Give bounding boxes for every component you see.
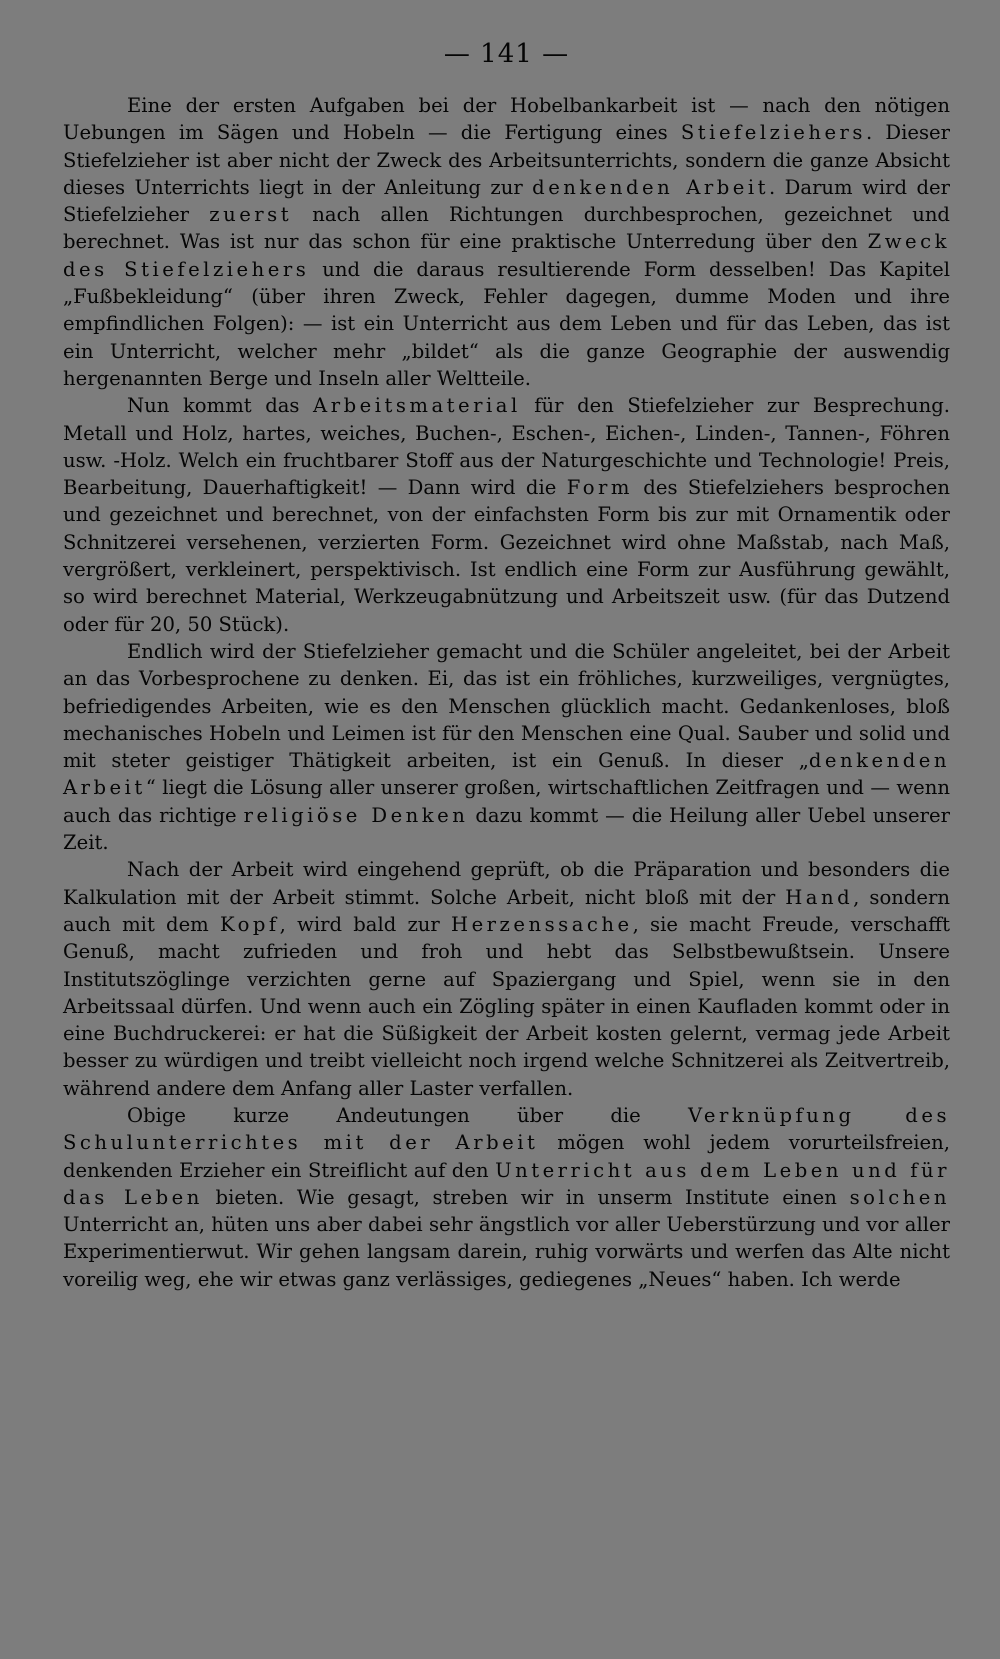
body-text <box>63 92 950 1293</box>
emphasized-text: Herzenssache <box>451 912 633 936</box>
text-run: Nun kommt das <box>127 394 314 418</box>
paragraph <box>63 392 950 638</box>
text-run: Eine der ersten Aufgaben bei der Hobelbankarbeit ist — nach den nötigen Uebungen im Sägen und Hobeln — die Fertigung eines <box>63 94 950 145</box>
emphasized-text: denkenden Arbeit <box>532 175 769 199</box>
text-run: Unterricht an, hüten uns aber dabei sehr ängstlich vor aller Ueberstürzung und vor aller Experimentierwut. Wir gehen langsam darein, ruhig vorwärts und werfen das Alte nicht voreilig weg, ehe wir etwas ganz verlässiges, gediegenes „Neues“ haben. Ich werde <box>63 1213 950 1291</box>
text-run: , wird bald zur <box>279 912 451 936</box>
paragraph <box>63 92 950 392</box>
text-run: , sie macht Freude, verschafft Genuß, macht zufrieden und froh und hebt das Selbstbewußtsein. Unsere Institutszöglinge verzichten gerne auf Spaziergang und Spiel, wenn sie in den Arbeitssaal dürfen. Und wenn auch ein Zögling später in einen Kaufladen kommt oder in eine Buchdruckerei: er hat die Süßigkeit der Arbeit kosten gelernt, vermag jede Arbeit besser zu würdigen und treibt vielleicht noch irgend welche Schnitzerei als Zeitvertreib, während andere dem Anfang aller Laster verfallen. <box>63 912 950 1100</box>
text-run: für den Stiefelzieher zur Besprechung. Metall und Holz, hartes, weiches, Buchen-, Eschen-, Eichen-, Linden-, Tannen-, Föhren usw. -Holz. Welch ein fruchtbarer Stoff aus der Naturgeschichte und Technologie! Preis, Bearbeitung, Dauerhaftigkeit! — Dann wird die <box>63 394 950 500</box>
paragraph <box>63 638 950 856</box>
page-number: — 141 — <box>443 39 570 69</box>
text-run: nach allen Richtungen durchbesprochen, gezeichnet und berechnet. Was ist nur das schon für eine praktische Unterredung über den <box>63 203 950 254</box>
emphasized-text: zuerst <box>209 203 293 227</box>
paragraph <box>63 1102 950 1293</box>
emphasized-text: Unterricht aus dem Leben und für das Leben <box>63 1158 950 1209</box>
text-run: “ liegt die Lösung aller unserer großen, wirtschaftlichen Zeitfragen und — wenn auch das richtige <box>63 776 950 827</box>
emphasized-text: Zweck des Stiefelziehers <box>63 230 950 281</box>
emphasized-text: Hand <box>785 885 854 909</box>
text-run: mögen wohl jedem vorurteilsfreien, denkenden Erzieher ein Streiflicht auf den <box>63 1131 951 1182</box>
text-run: und die daraus resultierende Form desselben! Das Kapitel „Fußbekleidung“ (über ihren Zweck, Fehler dagegen, dumme Moden und ihre empfindlichen Folgen): — ist ein Unterricht aus dem Leben und für das Leben, das ist ein Unterricht, welcher mehr „bildet“ als die ganze Geographie der auswendig hergenannten Berge und Inseln aller Weltteile. <box>63 257 950 390</box>
emphasized-text: denkenden Arbeit <box>63 749 950 800</box>
emphasized-text: Form <box>566 476 633 500</box>
text-run: , sondern auch mit dem <box>63 885 950 936</box>
emphasized-text: Arbeitsmaterial <box>313 394 521 418</box>
text-run: . Darum wird der Stiefelzieher <box>63 175 950 227</box>
text-run: Obige kurze Andeutungen über die <box>127 1103 689 1127</box>
emphasized-text: Verknüpfung des Schulunterrichtes mit der Arbeit <box>63 1103 951 1155</box>
text-run: bieten. Wie gesagt, streben wir in unserm Institute einen <box>202 1185 850 1209</box>
text-run: . Dieser Stiefelzieher ist aber nicht der Zweck des Arbeitsunterrichts, sondern die ganze Absicht dieses Unterrichts liegt in der Anleitung zur <box>63 121 950 199</box>
emphasized-text: religiöse Denken <box>243 803 469 827</box>
text-run: Endlich wird der Stiefelzieher gemacht und die Schüler angeleitet, bei der Arbeit an das Vorbesprochene zu denken. Ei, das ist ein fröhliches, kurzweiliges, vergnügtes, befriedigendes Arbeiten, wie es den Menschen glücklich macht. Gedankenloses, bloß mechanisches Hobeln und Leimen ist für den Menschen eine Qual. Sauber und solid und mit steter geistiger Thätigkeit arbeiten, ist ein Genuß. In dieser „ <box>63 639 950 773</box>
paragraph <box>63 856 950 1102</box>
text-run: Nach der Arbeit wird eingehend geprüft, ob die Präparation und besonders die Kalkulation mit der Arbeit stimmt. Solche Arbeit, nicht bloß mit der <box>63 858 950 909</box>
text-run: dazu kommt — die Heilung aller Uebel unserer Zeit. <box>63 803 950 855</box>
emphasized-text: Stiefelziehers <box>680 121 866 145</box>
text-run: des Stiefelziehers besprochen und gezeichnet und berechnet, von der einfachsten Form bis zur mit Ornamentik oder Schnitzerei versehenen, verzierten Form. Gezeichnet wird ohne Maßstab, nach Maß, vergrößert, verkleinert, perspektivisch. Ist endlich eine Form zur Ausführung gewählt, so wird berechnet Material, Werkzeugabnützung und Arbeitszeit usw. (für das Dutzend oder für 20, 50 Stück). <box>63 476 950 636</box>
emphasized-text: Kopf <box>219 912 280 936</box>
emphasized-text: solchen <box>849 1185 951 1209</box>
